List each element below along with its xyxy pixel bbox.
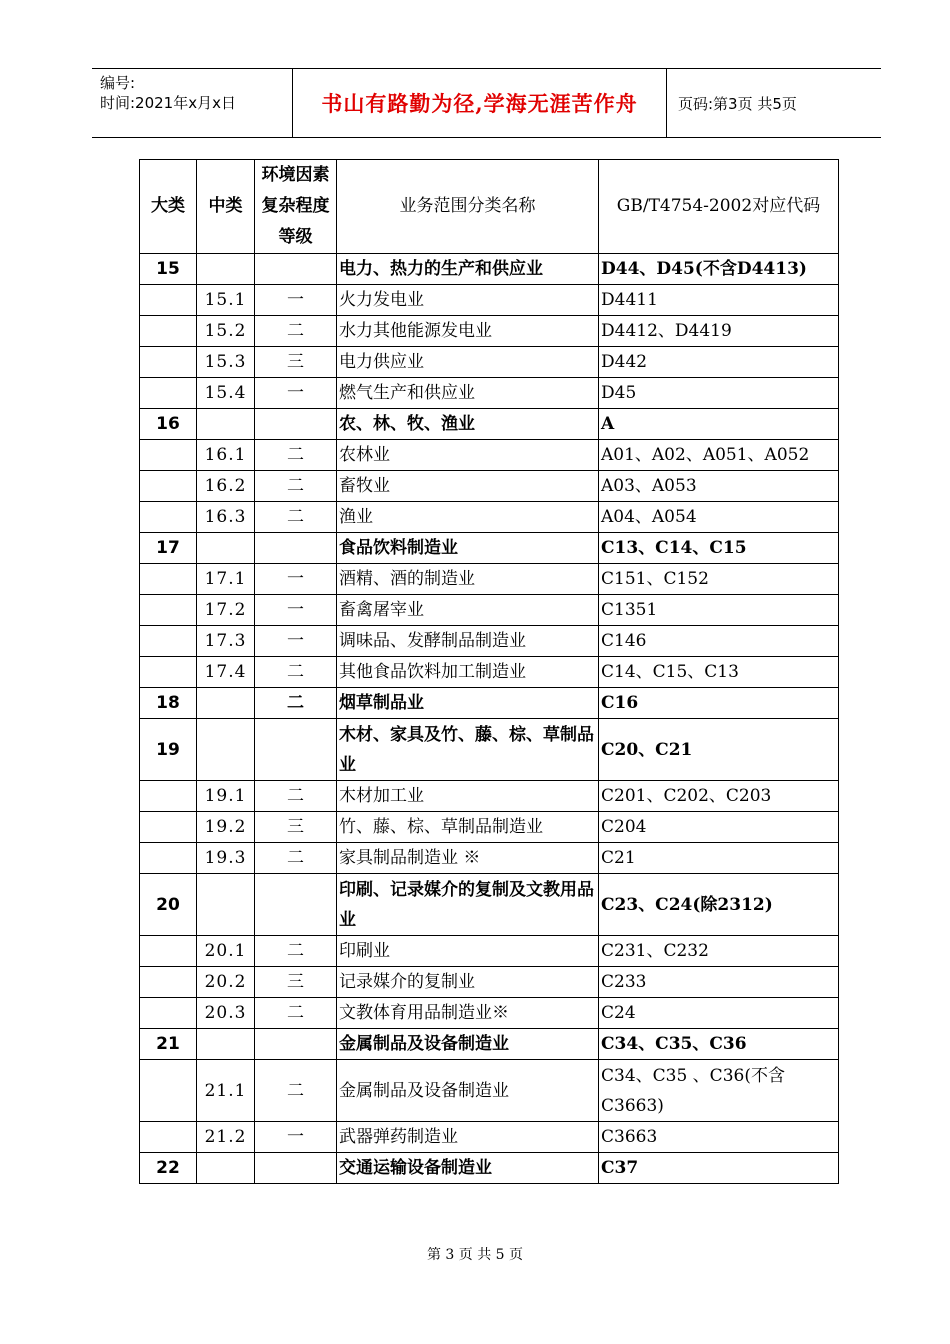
table-row	[140, 998, 839, 1029]
industry-classification-table	[139, 159, 839, 1184]
cell-business-name: 农林业	[337, 440, 599, 471]
col-header-code: GB/T4754-2002对应代码	[599, 160, 839, 254]
cell-major-category	[140, 657, 197, 688]
cell-gb-code: C146	[599, 626, 839, 657]
cell-gb-code: C233	[599, 967, 839, 998]
cell-gb-code: C204	[599, 812, 839, 843]
cell-mid-category	[197, 1153, 255, 1184]
table-row	[140, 378, 839, 409]
cell-business-name: 水力其他能源发电业	[337, 316, 599, 347]
cell-business-name: 农、林、牧、渔业	[337, 409, 599, 440]
cell-complexity-level: 一	[255, 378, 337, 409]
cell-complexity-level	[255, 874, 337, 936]
cell-mid-category: 20.2	[197, 967, 255, 998]
col-header-level	[255, 160, 337, 254]
cell-major-category	[140, 316, 197, 347]
table-row	[140, 285, 839, 316]
header-page-label: 页码:第3页 共5页	[678, 94, 797, 113]
table-row-major-category	[140, 409, 839, 440]
table-row	[140, 967, 839, 998]
table-row-major-category	[140, 1029, 839, 1060]
table-row-major-category	[140, 874, 839, 936]
cell-major-category: 18	[140, 688, 197, 719]
cell-gb-code: C14、C15、C13	[599, 657, 839, 688]
table-row	[140, 502, 839, 533]
cell-major-category	[140, 285, 197, 316]
cell-business-name: 武器弹药制造业	[337, 1122, 599, 1153]
cell-major-category	[140, 1060, 197, 1122]
cell-major-category	[140, 440, 197, 471]
cell-complexity-level: 三	[255, 967, 337, 998]
cell-mid-category: 15.3	[197, 347, 255, 378]
cell-mid-category: 17.3	[197, 626, 255, 657]
cell-major-category	[140, 781, 197, 812]
col-header-name: 业务范围分类名称	[337, 160, 599, 254]
cell-complexity-level: 三	[255, 347, 337, 378]
table-row	[140, 347, 839, 378]
cell-business-name: 烟草制品业	[337, 688, 599, 719]
cell-major-category: 19	[140, 719, 197, 781]
cell-mid-category: 15.1	[197, 285, 255, 316]
page-footer: 第 3 页 共 5 页	[426, 1247, 524, 1263]
table-row-major-category	[140, 719, 839, 781]
col-header-mid: 中类	[197, 160, 255, 254]
cell-mid-category: 16.2	[197, 471, 255, 502]
cell-major-category	[140, 998, 197, 1029]
page-header	[92, 68, 881, 138]
cell-mid-category: 16.1	[197, 440, 255, 471]
cell-mid-category: 17.1	[197, 564, 255, 595]
table-row	[140, 812, 839, 843]
cell-mid-category: 21.1	[197, 1060, 255, 1122]
cell-gb-code: D4412、D4419	[599, 316, 839, 347]
cell-major-category	[140, 595, 197, 626]
cell-complexity-level: 二	[255, 440, 337, 471]
time-label: 时间:2021年x月x日	[100, 94, 236, 112]
cell-mid-category	[197, 688, 255, 719]
cell-mid-category	[197, 719, 255, 781]
cell-business-name: 印刷、记录媒介的复制及文教用品业	[337, 874, 599, 936]
table-row-major-category	[140, 1153, 839, 1184]
cell-complexity-level: 一	[255, 1122, 337, 1153]
table-row	[140, 936, 839, 967]
cell-gb-code: C3663	[599, 1122, 839, 1153]
cell-gb-code: C231、C232	[599, 936, 839, 967]
cell-complexity-level	[255, 1153, 337, 1184]
cell-business-name: 记录媒介的复制业	[337, 967, 599, 998]
cell-mid-category: 21.2	[197, 1122, 255, 1153]
cell-complexity-level	[255, 1029, 337, 1060]
cell-business-name: 电力、热力的生产和供应业	[337, 254, 599, 285]
table-row	[140, 1060, 839, 1122]
cell-gb-code: C24	[599, 998, 839, 1029]
col-header-level-line2: 复杂程度	[261, 196, 330, 216]
cell-complexity-level: 三	[255, 812, 337, 843]
table-body	[140, 254, 839, 1184]
cell-major-category: 16	[140, 409, 197, 440]
cell-complexity-level: 二	[255, 936, 337, 967]
cell-major-category	[140, 471, 197, 502]
cell-complexity-level: 二	[255, 1060, 337, 1122]
cell-complexity-level	[255, 409, 337, 440]
cell-mid-category	[197, 409, 255, 440]
cell-major-category	[140, 564, 197, 595]
cell-mid-category	[197, 533, 255, 564]
cell-mid-category: 19.3	[197, 843, 255, 874]
cell-major-category: 22	[140, 1153, 197, 1184]
cell-gb-code: C151、C152	[599, 564, 839, 595]
cell-gb-code: C34、C35、C36	[599, 1029, 839, 1060]
table-row	[140, 657, 839, 688]
cell-business-name: 电力供应业	[337, 347, 599, 378]
cell-complexity-level: 一	[255, 595, 337, 626]
cell-gb-code: C23、C24(除2312)	[599, 874, 839, 936]
cell-business-name: 金属制品及设备制造业	[337, 1060, 599, 1122]
cell-complexity-level: 二	[255, 998, 337, 1029]
cell-gb-code: C16	[599, 688, 839, 719]
cell-complexity-level	[255, 254, 337, 285]
col-header-level-line1: 环境因素	[261, 165, 330, 185]
cell-mid-category: 19.2	[197, 812, 255, 843]
number-label: 编号:	[100, 74, 136, 92]
cell-business-name: 畜禽屠宰业	[337, 595, 599, 626]
cell-gb-code: D442	[599, 347, 839, 378]
table-row	[140, 316, 839, 347]
table-row	[140, 564, 839, 595]
cell-major-category: 21	[140, 1029, 197, 1060]
cell-major-category	[140, 1122, 197, 1153]
cell-major-category	[140, 347, 197, 378]
table-row	[140, 1122, 839, 1153]
cell-complexity-level: 二	[255, 502, 337, 533]
col-header-major: 大类	[140, 160, 197, 254]
cell-business-name: 渔业	[337, 502, 599, 533]
header-motto: 书山有路勤为径,学海无涯苦作舟	[292, 69, 667, 137]
cell-mid-category: 15.4	[197, 378, 255, 409]
cell-business-name: 燃气生产和供应业	[337, 378, 599, 409]
cell-mid-category: 20.1	[197, 936, 255, 967]
cell-complexity-level: 一	[255, 285, 337, 316]
cell-gb-code: A04、A054	[599, 502, 839, 533]
cell-gb-code: C34、C35 、C36(不含C3663)	[599, 1060, 839, 1122]
cell-complexity-level: 二	[255, 657, 337, 688]
cell-business-name: 食品饮料制造业	[337, 533, 599, 564]
table-row-major-category	[140, 533, 839, 564]
cell-business-name: 家具制品制造业 ※	[337, 843, 599, 874]
cell-major-category	[140, 843, 197, 874]
cell-major-category	[140, 936, 197, 967]
cell-business-name: 畜牧业	[337, 471, 599, 502]
cell-business-name: 其他食品饮料加工制造业	[337, 657, 599, 688]
cell-gb-code: D4411	[599, 285, 839, 316]
cell-business-name: 调味品、发酵制品制造业	[337, 626, 599, 657]
table-row	[140, 843, 839, 874]
cell-mid-category: 19.1	[197, 781, 255, 812]
header-meta	[92, 69, 292, 137]
cell-gb-code: C13、C14、C15	[599, 533, 839, 564]
table-row-major-category	[140, 254, 839, 285]
cell-mid-category: 20.3	[197, 998, 255, 1029]
cell-complexity-level: 二	[255, 471, 337, 502]
cell-mid-category: 15.2	[197, 316, 255, 347]
cell-major-category: 20	[140, 874, 197, 936]
table-row-major-category	[140, 688, 839, 719]
cell-gb-code: A01、A02、A051、A052	[599, 440, 839, 471]
table-row	[140, 626, 839, 657]
cell-mid-category	[197, 254, 255, 285]
cell-mid-category: 16.3	[197, 502, 255, 533]
cell-major-category: 15	[140, 254, 197, 285]
cell-business-name: 交通运输设备制造业	[337, 1153, 599, 1184]
cell-business-name: 文教体育用品制造业※	[337, 998, 599, 1029]
cell-gb-code: A	[599, 409, 839, 440]
cell-major-category	[140, 378, 197, 409]
cell-business-name: 印刷业	[337, 936, 599, 967]
cell-business-name: 竹、藤、棕、草制品制造业	[337, 812, 599, 843]
cell-gb-code: D44、D45(不含D4413)	[599, 254, 839, 285]
cell-major-category	[140, 967, 197, 998]
cell-gb-code: C21	[599, 843, 839, 874]
cell-complexity-level: 二	[255, 843, 337, 874]
cell-major-category	[140, 812, 197, 843]
cell-major-category	[140, 626, 197, 657]
table-header-row	[140, 160, 839, 254]
cell-business-name: 酒精、酒的制造业	[337, 564, 599, 595]
table-row	[140, 595, 839, 626]
cell-business-name: 木材、家具及竹、藤、棕、草制品业	[337, 719, 599, 781]
cell-gb-code: C201、C202、C203	[599, 781, 839, 812]
cell-business-name: 金属制品及设备制造业	[337, 1029, 599, 1060]
table-row	[140, 440, 839, 471]
cell-gb-code: D45	[599, 378, 839, 409]
cell-mid-category: 17.4	[197, 657, 255, 688]
cell-major-category: 17	[140, 533, 197, 564]
cell-mid-category	[197, 1029, 255, 1060]
cell-major-category	[140, 502, 197, 533]
cell-mid-category: 17.2	[197, 595, 255, 626]
cell-complexity-level	[255, 719, 337, 781]
cell-gb-code: C20、C21	[599, 719, 839, 781]
cell-business-name: 木材加工业	[337, 781, 599, 812]
table-row	[140, 781, 839, 812]
cell-complexity-level: 一	[255, 626, 337, 657]
cell-gb-code: C1351	[599, 595, 839, 626]
cell-mid-category	[197, 874, 255, 936]
cell-complexity-level: 二	[255, 688, 337, 719]
cell-complexity-level: 一	[255, 564, 337, 595]
cell-gb-code: C37	[599, 1153, 839, 1184]
cell-complexity-level	[255, 533, 337, 564]
col-header-level-line3: 等级	[278, 227, 313, 247]
cell-complexity-level: 二	[255, 781, 337, 812]
cell-complexity-level: 二	[255, 316, 337, 347]
cell-gb-code: A03、A053	[599, 471, 839, 502]
table-row	[140, 471, 839, 502]
cell-business-name: 火力发电业	[337, 285, 599, 316]
